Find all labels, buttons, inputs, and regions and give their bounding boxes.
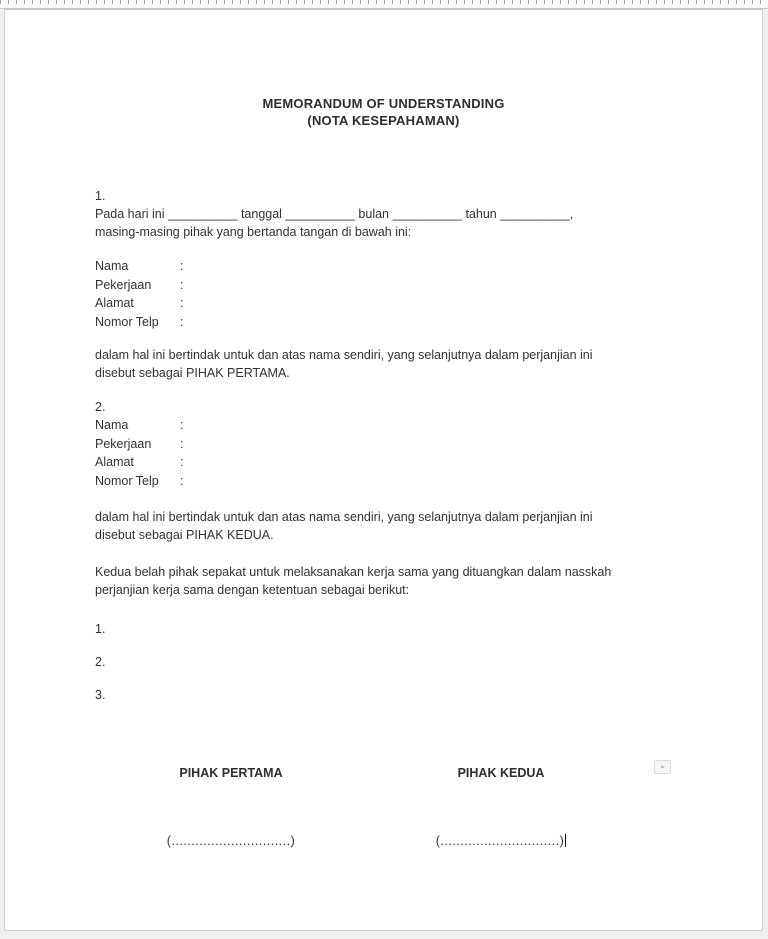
signature-line-text: (..............................) xyxy=(435,834,565,848)
section2-number[interactable]: 2. xyxy=(95,400,106,414)
field-colon: : xyxy=(180,277,184,292)
party1-fields[interactable] xyxy=(95,257,495,331)
section1-intro[interactable] xyxy=(95,187,675,241)
field-label: Alamat xyxy=(95,455,134,470)
field-label: Nomor Telp xyxy=(95,314,159,329)
section1-intro-line1[interactable]: Pada hari ini __________ tanggal __________ bulan __________ tahun __________, xyxy=(95,207,574,221)
field-colon: : xyxy=(180,314,184,329)
field-row-alamat[interactable] xyxy=(95,453,675,472)
field-row-nama[interactable] xyxy=(95,416,675,435)
signature-line-second-party[interactable] xyxy=(391,834,611,848)
signature-title-first-party[interactable]: PIHAK PERTAMA xyxy=(179,766,283,780)
party2-clause-line2[interactable]: disebut sebagai PIHAK KEDUA. xyxy=(95,528,274,542)
section1-number[interactable]: 1. xyxy=(95,189,106,203)
field-label: Nama xyxy=(95,418,129,432)
field-label: Pekerjaan xyxy=(95,436,152,451)
document-page[interactable] xyxy=(4,9,763,931)
document-subtitle[interactable]: (NOTA KESEPAHAMAN) xyxy=(307,113,460,128)
field-label: Nama xyxy=(95,259,129,273)
terms-list[interactable] xyxy=(95,620,395,719)
field-row-nama[interactable] xyxy=(95,257,495,276)
chevron-down-icon: ⌄ xyxy=(658,760,667,770)
closing-paragraph[interactable] xyxy=(95,563,675,599)
field-colon: : xyxy=(180,259,184,273)
collapse-button[interactable] xyxy=(654,760,671,774)
text-cursor xyxy=(565,834,566,847)
field-colon: : xyxy=(180,418,184,432)
party1-clause-line1[interactable]: dalam hal ini bertindak untuk dan atas nama sendiri, yang selanjutnya dalam perjanjian ini xyxy=(95,348,593,362)
field-label: Nomor Telp xyxy=(95,473,159,488)
signature-line-first-party[interactable] xyxy=(121,834,341,848)
section2-block[interactable] xyxy=(95,398,675,490)
field-row-nomor-telp[interactable] xyxy=(95,472,675,491)
field-colon: : xyxy=(180,436,184,451)
signature-title-second-party[interactable]: PIHAK KEDUA xyxy=(457,766,545,780)
document-title-block[interactable] xyxy=(5,95,762,129)
field-row-alamat[interactable] xyxy=(95,294,495,313)
field-colon: : xyxy=(180,455,184,470)
terms-item-3[interactable]: 3. xyxy=(95,688,106,702)
party1-clause[interactable] xyxy=(95,346,675,382)
field-colon: : xyxy=(180,296,184,310)
signature-line-text: (..............................) xyxy=(166,834,296,848)
field-label: Pekerjaan xyxy=(95,277,152,292)
field-row-pekerjaan[interactable] xyxy=(95,276,495,295)
closing-line1[interactable]: Kedua belah pihak sepakat untuk melaksanakan kerja sama yang dituangkan dalam nasskah xyxy=(95,565,612,579)
section1-intro-line2[interactable]: masing-masing pihak yang bertanda tangan di bawah ini: xyxy=(95,225,412,239)
party2-clause-line1[interactable]: dalam hal ini bertindak untuk dan atas nama sendiri, yang selanjutnya dalam perjanjian ini xyxy=(95,510,593,524)
field-row-nomor-telp[interactable] xyxy=(95,313,495,332)
terms-item-1[interactable]: 1. xyxy=(95,622,106,636)
closing-line2[interactable]: perjanjian kerja sama dengan ketentuan sebagai berikut: xyxy=(95,583,410,597)
ruler xyxy=(0,0,768,9)
party2-clause[interactable] xyxy=(95,508,675,544)
document-title[interactable]: MEMORANDUM OF UNDERSTANDING xyxy=(262,96,505,111)
terms-item-2[interactable]: 2. xyxy=(95,655,106,669)
field-colon: : xyxy=(180,473,184,488)
party1-clause-line2[interactable]: disebut sebagai PIHAK PERTAMA. xyxy=(95,366,290,380)
field-label: Alamat xyxy=(95,296,134,310)
field-row-pekerjaan[interactable] xyxy=(95,435,675,454)
